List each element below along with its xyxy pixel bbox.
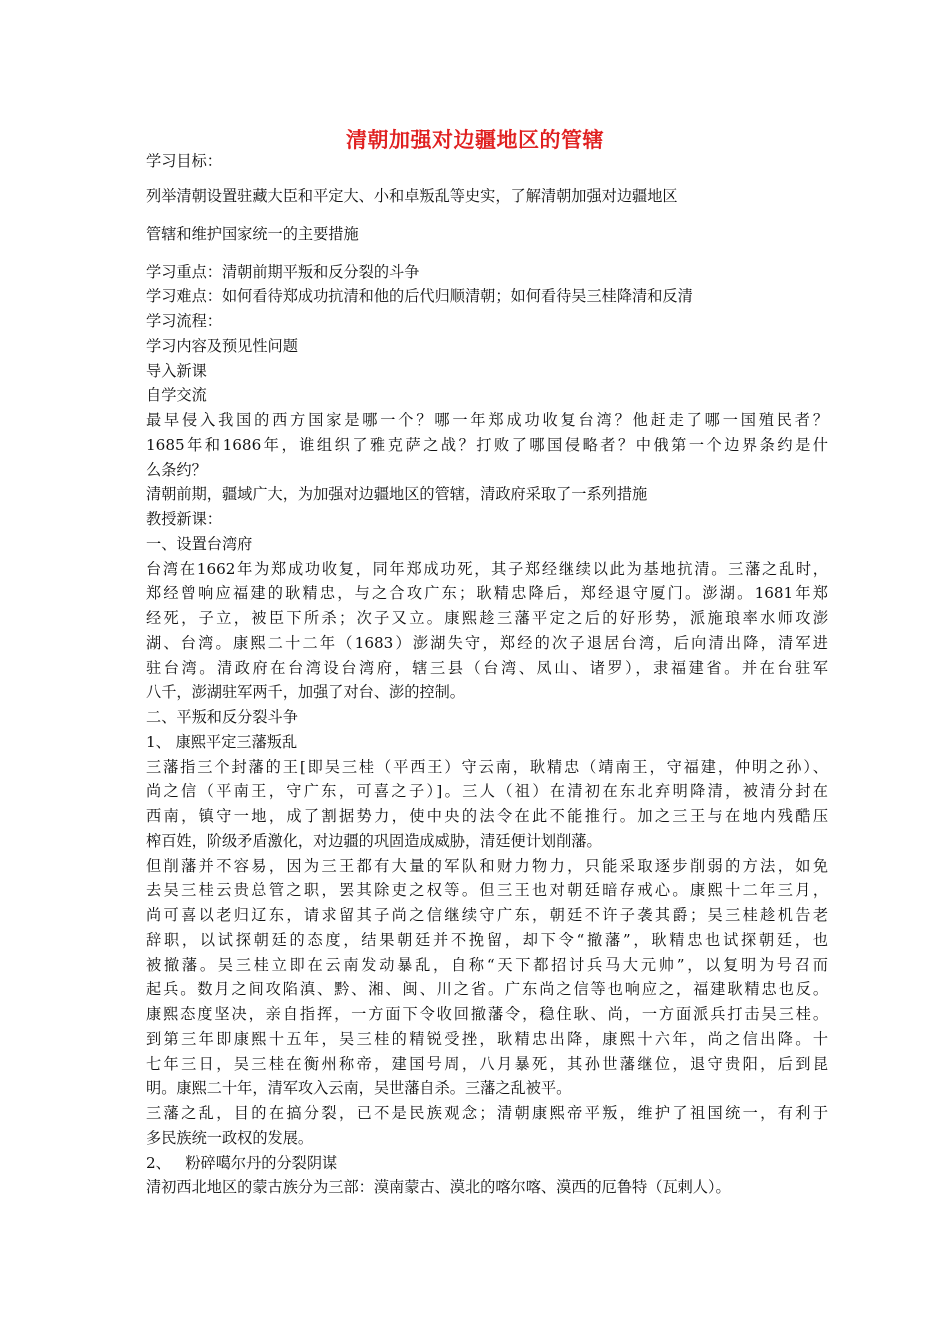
paragraph-line: 经死，子立，被臣下所杀；次子又立。康熙趁三藩平定之后的好形势，派施琅率水师攻澎 [146,609,828,627]
paragraph-line: 清初西北地区的蒙古族分为三部：漠南蒙古、漠北的喀尔喀、漠西的厄鲁特（瓦剌人）。 [146,1178,731,1196]
section-label-content: 学习内容及预见性问题 [146,337,298,355]
subheading-galdan: 2、 粉碎噶尔丹的分裂阴谋 [146,1154,338,1172]
paragraph-line: 列举清朝设置驻藏大臣和平定大、小和卓叛乱等史实，了解清朝加强对边疆地区 [146,187,678,205]
section-label-self-study: 自学交流 [146,386,207,404]
paragraph-line: 1685年和1686年，谁组织了雅克萨之战？打败了哪国侵略者？中俄第一个边界条约是什 [146,436,828,454]
heading-taiwan-prefecture: 一、设置台湾府 [146,535,253,553]
paragraph-line: 辞职，以试探朝廷的态度，结果朝廷并不挽留，却下令“撤藩”，耿精忠也试探朝廷，也 [146,931,828,949]
paragraph-line: 起兵。数月之间攻陷滇、黔、湘、闽、川之省。广东尚之信等也响应之，福建耿精忠也反。 [146,980,828,998]
paragraph-line: 康熙态度坚决，亲自指挥，一方面下令收回撤藩令，稳住耿、尚，一方面派兵打击吴三桂。 [146,1005,828,1023]
section-label-key-points: 学习重点：清朝前期平叛和反分裂的斗争 [146,263,420,281]
paragraph-line: 榨百姓，阶级矛盾激化，对边疆的巩固造成威胁，清廷便计划削藩。 [146,832,602,850]
paragraph-line: 么条约？ [146,461,207,479]
paragraph-line: 郑经曾响应福建的耿精忠，与之合攻广东；耿精忠降后，郑经退守厦门。澎湖。1681年郑 [146,584,828,602]
paragraph-line: 七年三日，吴三桂在衡州称帝，建国号周，八月暴死，其孙世藩继位，退守贵阳，后到昆 [146,1055,828,1073]
paragraph-line: 管辖和维护国家统一的主要措施 [146,225,359,243]
subheading-three-feudatories: 1、 康熙平定三藩叛乱 [146,733,298,751]
paragraph-line: 三藩指三个封藩的王[即吴三桂（平西王）守云南，耿精忠（靖南王，守福建，仲明之孙）、 [146,758,828,776]
paragraph-line: 尚可喜以老归辽东，请求留其子尚之信继续守广东，朝廷不许子袭其爵；吴三桂趁机告老 [146,906,828,924]
section-label-difficulties: 学习难点：如何看待郑成功抗清和他的后代归顺清朝；如何看待吴三桂降清和反清 [146,287,693,305]
section-label-intro: 导入新课 [146,362,207,380]
paragraph-line: 去吴三桂云贵总管之职，罢其除吏之权等。但三王也对朝廷暗存戒心。康熙十二年三月， [146,881,828,899]
paragraph-line: 驻台湾。清政府在台湾设台湾府，辖三县（台湾、凤山、诸罗），隶福建省。并在台驻军 [146,659,828,677]
section-label-teaching: 教授新课： [146,510,222,528]
paragraph-line: 三藩之乱，目的在搞分裂，已不是民族观念；清朝康熙帝平叛，维护了祖国统一，有利于 [146,1104,828,1122]
paragraph-line: 八千，澎湖驻军两千，加强了对台、澎的控制。 [146,683,465,701]
paragraph-line: 西南，镇守一地，成了割据势力，使中央的法令在此不能推行。加之三王与在地内残酷压 [146,807,828,825]
paragraph-line: 到第三年即康熙十五年，吴三桂的精锐受挫，耿精忠出降，康熙十六年，尚之信出降。十 [146,1030,828,1048]
paragraph-line: 清朝前期，疆域广大，为加强对边疆地区的管辖，清政府采取了一系列措施 [146,485,648,503]
paragraph-line: 被撤藩。吴三桂立即在云南发动暴乱，自称“天下都招讨兵马大元帅”，以复明为号召而 [146,956,828,974]
paragraph-line: 湖、台湾。康熙二十二年（1683）澎湖失守，郑经的次子退居台湾，后向清出降，清军进 [146,634,828,652]
paragraph-line: 多民族统一政权的发展。 [146,1129,314,1147]
paragraph-line: 明。康熙二十年，清军攻入云南，吴世藩自杀。三藩之乱被平。 [146,1079,572,1097]
section-label-process: 学习流程： [146,312,222,330]
paragraph-line: 尚之信（平南王，守广东，可喜之子）]。三人（祖）在清初在东北弃明降清，被清分封在 [146,782,828,800]
paragraph-line: 但削藩并不容易，因为三王都有大量的军队和财力物力，只能采取逐步削弱的方法，如免 [146,857,828,875]
section-label-objectives: 学习目标： [146,152,222,170]
paragraph-line: 最早侵入我国的西方国家是哪一个？哪一年郑成功收复台湾？他赶走了哪一国殖民者？ [146,411,828,429]
document-title: 清朝加强对边疆地区的管辖 [346,128,604,152]
paragraph-line: 台湾在1662年为郑成功收复，同年郑成功死，其子郑经继续以此为基地抗清。三藩之乱时， [146,560,828,578]
heading-rebellion-struggle: 二、平叛和反分裂斗争 [146,708,298,726]
